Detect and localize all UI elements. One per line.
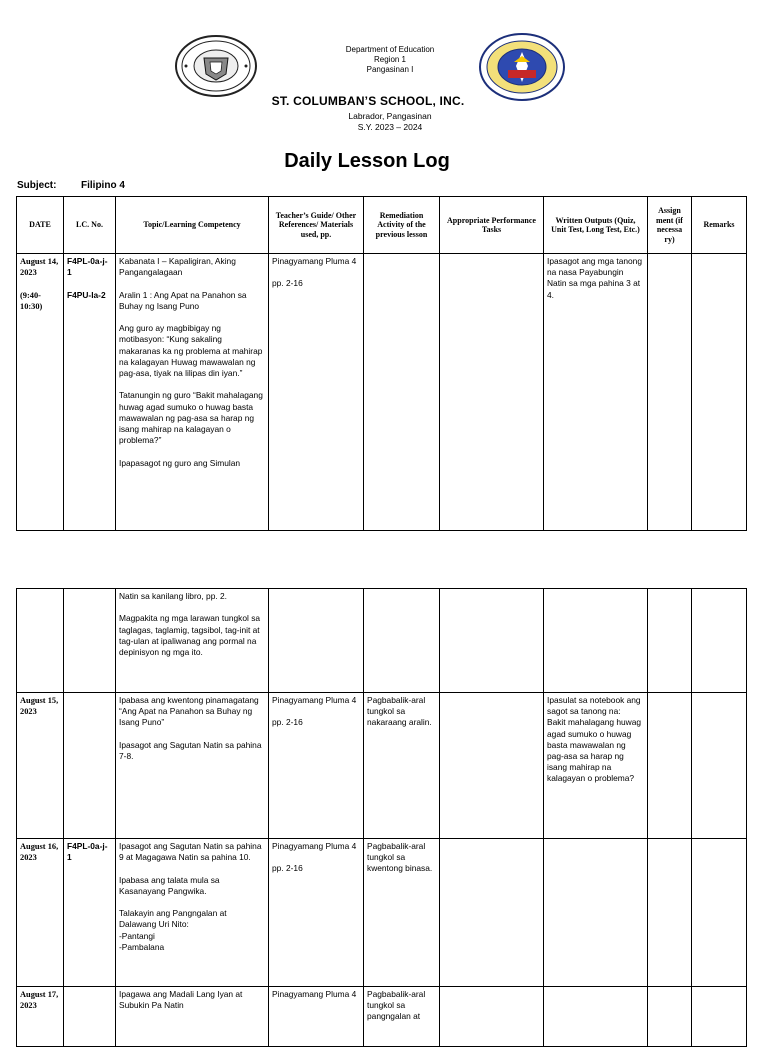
column-header-written: Written Outputs (Quiz, Unit Test, Long Test, Etc.) [544, 197, 648, 254]
cell-remarks [692, 839, 747, 987]
column-header-performance: Appropriate Performance Tasks [440, 197, 544, 254]
cell-lc: F4PL-0a-j-1 [64, 839, 116, 987]
cell-performance [440, 254, 544, 531]
cell-written [544, 987, 648, 1047]
cell-written [544, 589, 648, 693]
cell-materials [269, 589, 364, 693]
school-seal-logo [174, 34, 258, 98]
school-year: S.Y. 2023 – 2024 [357, 121, 423, 132]
cell-lc [64, 589, 116, 693]
cell-assignment [648, 839, 692, 987]
cell-written [544, 839, 648, 987]
cell-remediation: Pagbabalik-aral tungkol sa pangngalan at [364, 987, 440, 1047]
department-name: Department of Education [345, 45, 435, 54]
cell-assignment [648, 254, 692, 531]
cell-performance [440, 589, 544, 693]
school-name: ST. COLUMBAN’S SCHOOL, INC. [271, 94, 465, 108]
column-header-topic: Topic/Learning Competency [116, 197, 269, 254]
lesson-log-table-page-2 [16, 588, 747, 1047]
column-header-remediation: Remediation Activity of the previous lesson [364, 197, 440, 254]
cell-written: Ipasagot ang mga tanong na nasa Payabungin Natin sa mga pahina 3 at 4. [544, 254, 648, 531]
cell-performance [440, 839, 544, 987]
cell-materials: Pinagyamang Pluma 4 pp. 2-16 [269, 693, 364, 839]
column-header-materials: Teacher’s Guide/ Other References/ Materials used, pp. [269, 197, 364, 254]
cell-assignment [648, 589, 692, 693]
cell-lc [64, 987, 116, 1047]
cell-written: Ipasulat sa notebook ang sagot sa tanong na: Bakit mahalagang huwag agad sumuko o huwag basta mawawalan ng pag-asa sa harap ng isang mahirap na kalagayan o problema? [544, 693, 648, 839]
cell-topic: Ipagawa ang Madali Lang Iyan at Subukin Pa Natin [116, 987, 269, 1047]
cell-performance [440, 693, 544, 839]
school-address: Labrador, Pangasinan [348, 111, 432, 121]
cell-remediation: Pagbabalik-aral tungkol sa kwentong binasa. [364, 839, 440, 987]
table-row [17, 839, 747, 987]
subject-value: Filipino 4 [81, 180, 125, 191]
table-row [17, 254, 747, 531]
cell-date: August 15, 2023 [17, 693, 64, 839]
table-row [17, 589, 747, 693]
column-header-remarks: Remarks [692, 197, 747, 254]
cell-date: August 17, 2023 [17, 987, 64, 1047]
cell-topic: Kabanata I – Kapaligiran, Aking Pangangalagaan Aralin 1 : Ang Apat na Panahon sa Buhay ng Isang Puno Ang guro ay magbibigay ng motibasyon: “Kung sakaling makaranas ka ng problema at mahirap na kalagayan Huwag mawawalan ng pag-asa, tiyak na lilipas din iyan.” Tatanungin ng guro “Bakit mahalagang huwag agad sumuko o huwag basta mawawalan ng pag-asa sa harap ng isang mahirap na kalagayan o problema?” Ipapasagot ng guro ang Simulan [116, 254, 269, 531]
cell-remediation [364, 589, 440, 693]
cell-topic: Ipabasa ang kwentong pinamagatang “Ang Apat na Panahon sa Buhay ng Isang Puno” Ipasagot ang Sagutan Natin sa pahina 7-8. [116, 693, 269, 839]
region-name: Region 1 [373, 55, 407, 64]
lesson-log-table-page-1 [16, 196, 747, 531]
cell-topic: Natin sa kanilang libro, pp. 2. Magpakita ng mga larawan tungkol sa taglagas, taglamig, tagsibol, tag-init at tag-ulan at ipaliwanag ang pormal na depinisyon ng mga ito. [116, 589, 269, 693]
cell-materials: Pinagyamang Pluma 4 pp. 2-16 [269, 839, 364, 987]
cell-lc: F4PL-0a-j-1 F4PU-Ia-2 [64, 254, 116, 531]
deped-seal-logo [478, 32, 566, 102]
column-header-assignment: Assign ment (if necessa ry) [648, 197, 692, 254]
table-row [17, 987, 747, 1047]
cell-date: August 14, 2023 (9:40-10:30) [17, 254, 64, 531]
cell-materials: Pinagyamang Pluma 4 pp. 2-16 [269, 254, 364, 531]
cell-remediation [364, 254, 440, 531]
cell-remarks [692, 589, 747, 693]
cell-remarks [692, 254, 747, 531]
cell-assignment [648, 987, 692, 1047]
column-header-lc: LC. No. [64, 197, 116, 254]
cell-materials: Pinagyamang Pluma 4 [269, 987, 364, 1047]
division-name: Pangasinan I [366, 65, 414, 74]
table-row [17, 693, 747, 839]
table-header-row [17, 197, 747, 254]
cell-date [17, 589, 64, 693]
cell-remarks [692, 987, 747, 1047]
cell-topic: Ipasagot ang Sagutan Natin sa pahina 9 at Magagawa Natin sa pahina 10. Ipabasa ang talata mula sa Kasanayang Pangwika. Talakayin ang Pangngalan at Dalawang Uri Nito: -Pantangi -Pambalana [116, 839, 269, 987]
cell-assignment [648, 693, 692, 839]
cell-date: August 16, 2023 [17, 839, 64, 987]
cell-remarks [692, 693, 747, 839]
cell-performance [440, 987, 544, 1047]
page-title: Daily Lesson Log [284, 150, 450, 172]
subject-label: Subject: [17, 180, 57, 191]
column-header-date: DATE [17, 197, 64, 254]
cell-remediation: Pagbabalik-aral tungkol sa nakaraang aralin. [364, 693, 440, 839]
cell-lc [64, 693, 116, 839]
